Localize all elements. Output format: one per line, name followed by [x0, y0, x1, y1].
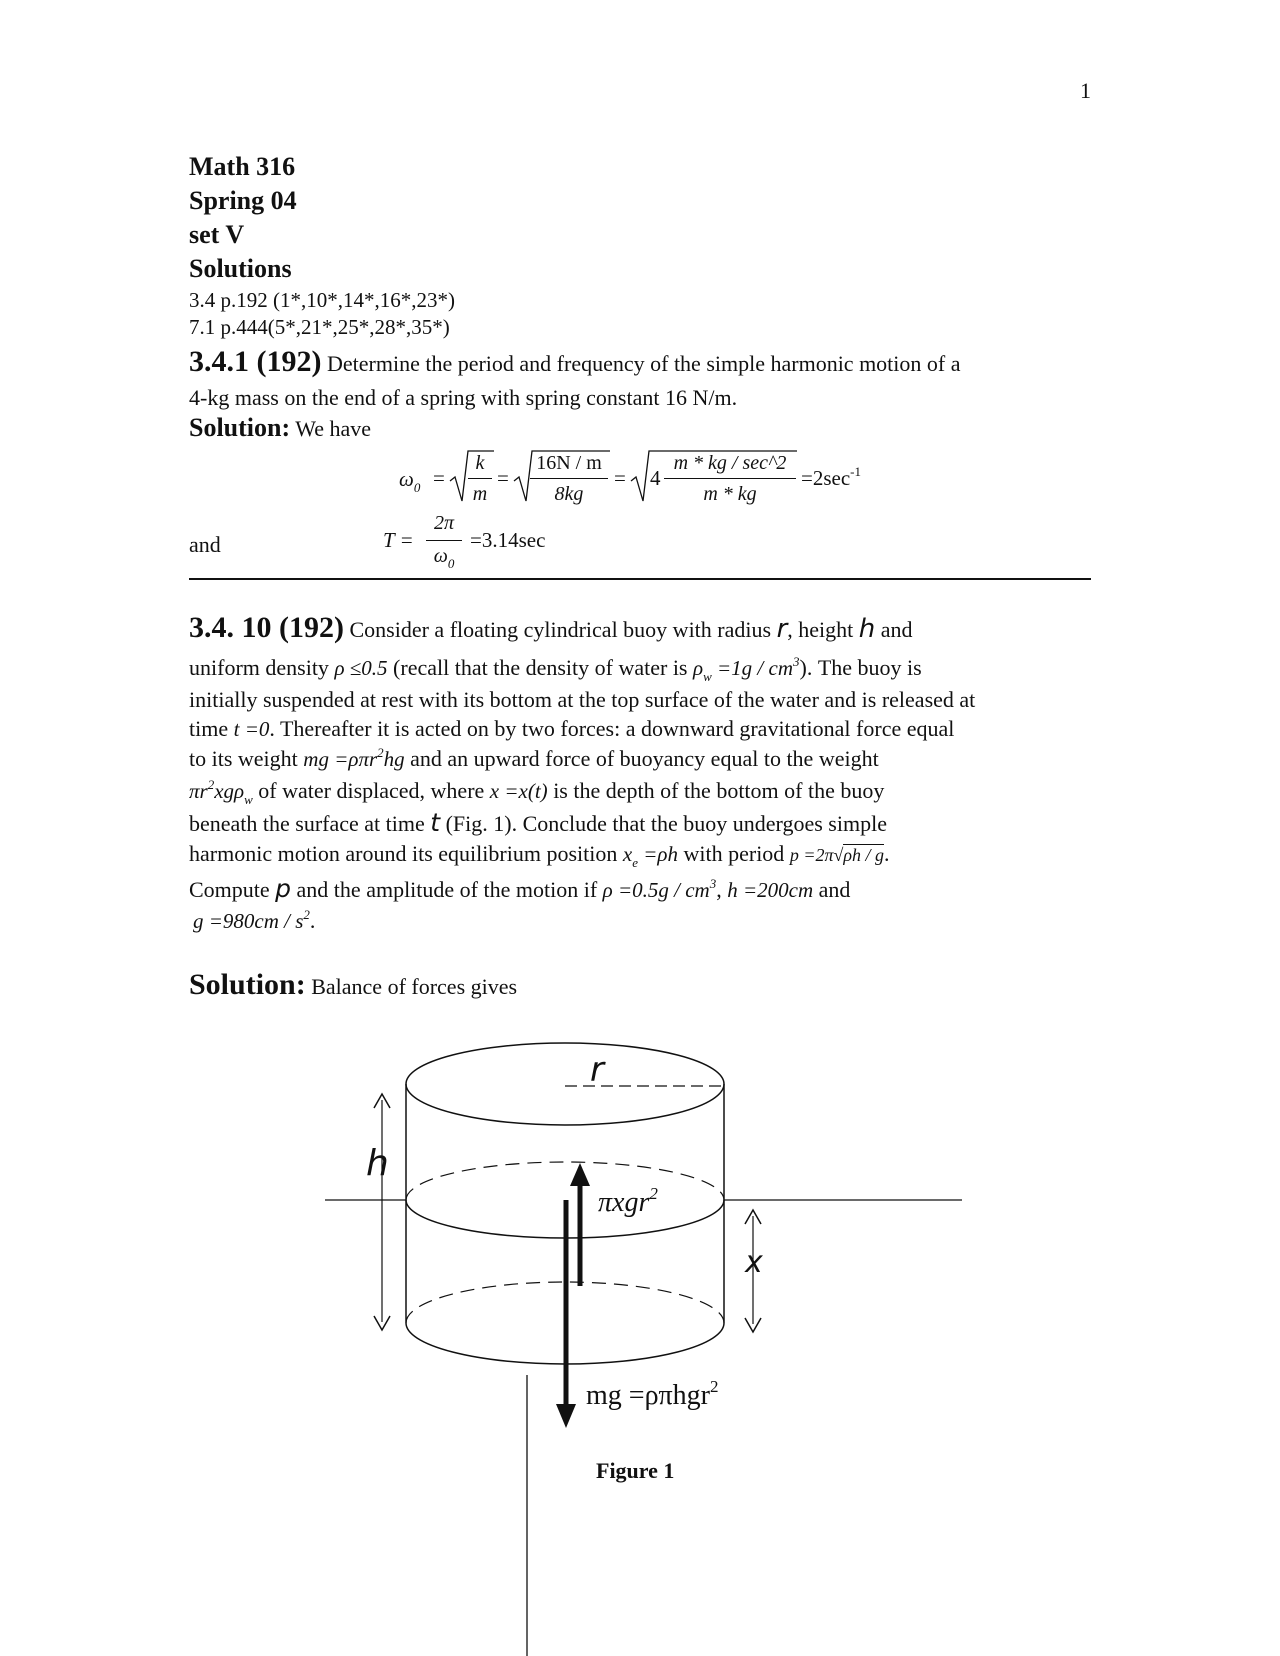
eq-sign-3: =	[614, 466, 626, 490]
omega-symbol: $\omega_0$	[399, 467, 421, 495]
solution-2-text: Balance of forces gives	[311, 974, 518, 999]
frac-m: m	[472, 483, 488, 505]
problem-2-line-7: beneath the surface at time t (Fig. 1). Conclude that the buoy undergoes simple	[189, 808, 887, 837]
cylinder-top	[406, 1043, 724, 1125]
problem-2-line-5: to its weight mg =ρπr$^2$hg and an upward force of buoyancy equal to the weight	[189, 745, 879, 771]
eq-sign-1: =	[433, 466, 445, 490]
problem-2-line-4: time t =0. Thereafter it is acted on by two forces: a downward gravitational force equal	[189, 716, 955, 741]
problem-2-line-2: uniform density ρ ≤0.5 (recall that the density of water is $\rho_w =1g / cm^3$). The buoy is	[189, 654, 922, 684]
factor-four: 4	[650, 466, 661, 490]
eq-sign-2: =	[497, 466, 509, 490]
waterline-back-arc	[406, 1162, 724, 1200]
problem-2-line-6: $\pi r^2xg\rho_w$ of water displaced, where x =x(t) is the depth of the bottom of the buoy	[189, 777, 885, 807]
frac-8kg: 8kg	[554, 483, 584, 505]
and-label: and	[189, 532, 221, 557]
figure-caption: Figure 1	[596, 1458, 675, 1483]
page-number: 1	[1080, 78, 1091, 103]
problem-2-line-1: 3.4. 10 (192) Consider a floating cylindrical buoy with radius r, height h and	[189, 611, 913, 644]
set-label: set V	[189, 220, 245, 249]
depth-label: x	[745, 1245, 763, 1280]
problem-1-text-2: 4-kg mass on the end of a spring with spring constant 16 N/m.	[189, 385, 738, 410]
problem-2-line-9: Compute p and the amplitude of the motion if $\rho =0.5g / cm^3$, h =200cm and	[189, 874, 851, 903]
problem-1-solution-text: We have	[295, 416, 372, 441]
term: Spring 04	[189, 186, 297, 215]
frac-mkg-den: m * kg	[703, 483, 757, 505]
frac-omega0: $\omega_0$	[433, 545, 455, 571]
problem-2-line-3: initially suspended at rest with its bottom at the top surface of the water and is released at	[189, 687, 976, 712]
frac-16n: 16N / m	[536, 452, 602, 474]
solutions-heading: Solutions	[189, 254, 292, 283]
frac-mkg-num: m * kg / sec^2	[673, 452, 787, 474]
assignment-line-2: 7.1 p.444(5*,21*,25*,28*,35*)	[189, 315, 450, 339]
assignment-line-1: 3.4 p.192 (1*,10*,14*,16*,23*)	[189, 288, 455, 312]
period-T: T =	[383, 528, 414, 552]
buoyancy-arrow-head	[570, 1163, 590, 1186]
solution-2-label: Solution:	[189, 968, 306, 1001]
weight-label: mg =ρπhgr$^2$	[586, 1377, 719, 1411]
weight-arrow-head	[556, 1404, 576, 1428]
course-title: Math 316	[189, 152, 296, 181]
radius-label: r	[590, 1050, 604, 1090]
problem-1-label: 3.4.1 (192)	[189, 345, 322, 378]
frac-k: k	[475, 452, 485, 474]
problem-2-line-10: $g =980cm / s^2$.	[193, 907, 316, 933]
period-value: =3.14sec	[470, 528, 546, 552]
omega-result: $=2\sec^{-1}$	[801, 464, 862, 490]
buoyancy-label: πxgr$^2$	[598, 1184, 658, 1218]
frac-2pi: 2π	[433, 512, 455, 534]
problem-1-solution-label: Solution:	[189, 413, 291, 442]
problem-2-label: 3.4. 10 (192)	[189, 611, 344, 644]
height-label: h	[366, 1143, 389, 1184]
problem-2-line-8: harmonic motion around its equilibrium position $x_e =\rho h$ with period p =2π√ρh / g.	[189, 841, 890, 870]
problem-1-text-1: Determine the period and frequency of the simple harmonic motion of a	[326, 351, 961, 376]
